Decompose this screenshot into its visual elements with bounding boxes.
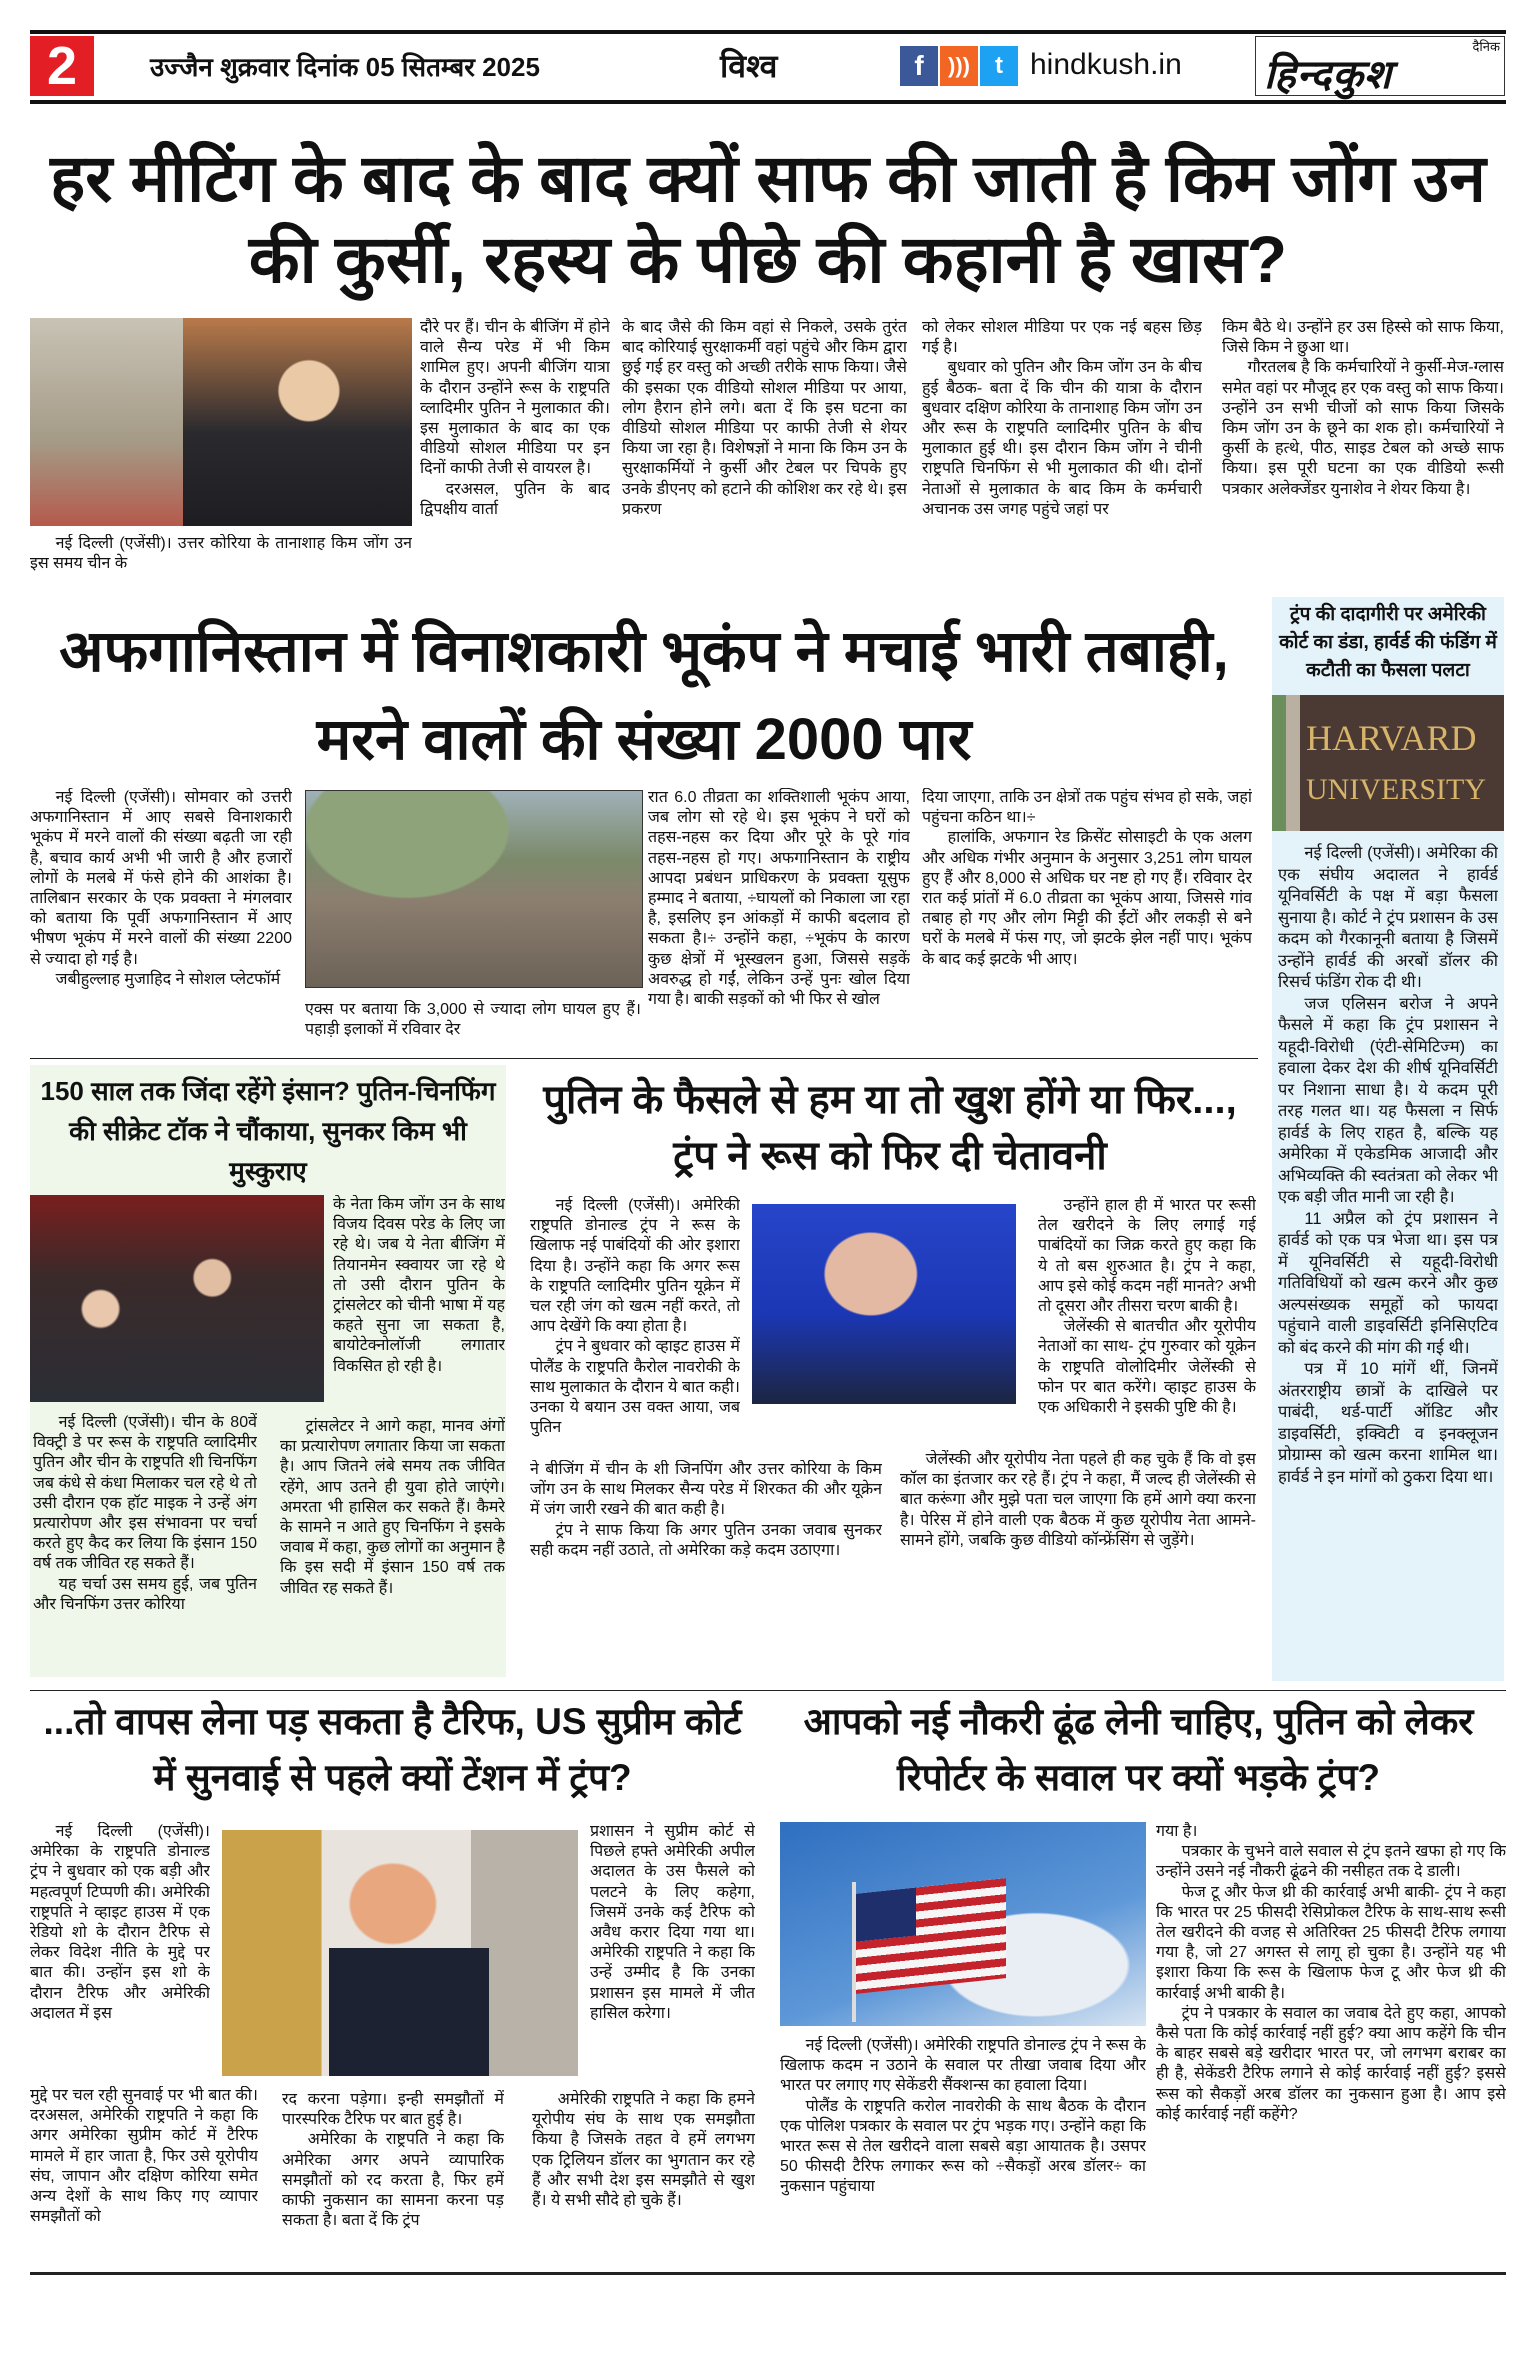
paragraph-continued: दिया जाएगा, ताकि उन क्षेत्रों तक पहुंच संभव हो सके, जहां पहुंचना कठिन था।÷ <box>922 789 1252 827</box>
tariff-col3 <box>590 1822 755 2084</box>
paragraph: उन्होंने हाल ही में भारत पर रूसी तेल खरीदने के लिए लगाई गई पाबंदियों का जिक्र करते हुए कहा कि ये तो बस शुरुआत है। ट्रंप ने कहा, आप इसे कोई कदम नहीं मानते? अभी तो दूसरा और तीसरा चरण बाकी है। <box>1038 1197 1256 1316</box>
paragraph: ट्रंप ने बुधवार को व्हाइट हाउस में पोलैंड के राष्ट्रपति कैरोल नावरोकी के साथ मुलाकात के दौरान ये बात कही। उनका ये बयान उस वक्त आया, जब पुतिन <box>530 1338 740 1437</box>
suit-shape <box>329 1948 489 2076</box>
story-150-side-col <box>333 1195 505 1415</box>
putin-col1-below <box>530 1460 882 1680</box>
paragraph-continued: रात 6.0 तीव्रता का शक्तिशाली भूकंप आया, जब लोग सो रहे थे। इस भूकंप ने घरों को तहस-नहस कर दिया और पूरे के पूरे गांव तहस-नहस हो गए। अफगानिस्तान के राष्ट्रीय आपदा प्रबंधन प्राधिकरण के प्रवक्ता यूसुफ हम्माद ने बताया, ÷घायलों को निकाला जा रहा है, इसलिए इन आंकड़ों में काफी बदलाव हो सकता है।÷ उन्होंने कहा, ÷भूकंप के कारण कुछ क्षेत्रों में भूस्खलन हुआ, जिससे सड़कें अवरुद्ध हो गईं, लेकिन उन्हें पुनः खोल दिया गया है। बाकी सड़कों को भी फिर से खोल <box>648 789 910 1009</box>
paragraph-continued: के बाद जैसे की किम वहां से निकले, उसके तुरंत बाद कोरियाई सुरक्षाकर्मी वहां पहुंचे और किम द्वारा छुई गई हर वस्तु को अच्छी तरीके साफ किया। जैसे की इसका एक वीडियो सोशल मीडिया पर आया, लोग हैरान होने लगे। बता दें कि इस घटना का वीडियो सोशल मीडिया पर काफी तेजी से शेयर किया जा रहा है। विशेषज्ञों ने माना कि किम उन के सुरक्षाकर्मियों ने कुर्सी और टेबल पर चिपके हुए उनके डीएनए को हटाने की कोशिश कर रहे थे। इस प्रकरण <box>622 319 907 518</box>
putin-col3-below <box>900 1450 1256 1680</box>
story-150-box <box>30 1065 506 1677</box>
paragraph: फेज टू और फेज थ्री की कार्रवाई अभी बाकी- ट्रंप ने कहा कि भारत पर 25 फीसदी रेसिप्रोकल टैरिफ के साथ-साथ रूसी तेल खरीदने की वजह से अतिरिक्त 25 फीसदी टैरिफ लगाया गया है, जो 27 अगस्त से लागू हो चुका है। उन्होंने यह भी इशारा किया कि रूस के खिलाफ फेज टू और फेज थ्री की कार्रवाई अभी बाकी है। <box>1156 1883 1506 2002</box>
paragraph: पत्रकार के चुभने वाले सवाल से ट्रंप इतने खफा हो गए कि उन्होंने उसने नई नौकरी ढूंढने की नसीहत तक दे डाली। <box>1156 1843 1506 1881</box>
flag-stripes <box>856 1878 1006 1994</box>
paragraph: नई दिल्ली (एजेंसी)। अमेरिका की एक संघीय अदालत ने हार्वर्ड यूनिवर्सिटी के पक्ष में बड़ा फैसला सुनाया है। कोर्ट ने ट्रंप प्रशासन के उस कदम को गैरकानूनी बताया है जिसमें उन्होंने हार्वर्ड की अरबों डॉलर की रिसर्च फंडिंग रोक दी थी। <box>1278 844 1498 991</box>
paragraph-continued: एक्स पर बताया कि 3,000 से ज्यादा लोग घायल हुए हैं। पहाड़ी इलाकों में रविवार देर <box>305 1001 641 1039</box>
section-label: विश्व <box>720 48 778 84</box>
afghan-col3 <box>648 788 910 1050</box>
harvard-body <box>1278 843 1498 1675</box>
story-150-content <box>30 1195 506 1677</box>
paragraph: जज एलिसन बरोज ने अपने फैसले में कहा कि ट्रंप प्रशासन ने यहूदी-विरोधी (एंटी-सेमिटिज्म) का हवाला देकर देश की शीर्ष यूनिवर्सिटी पर निशाना साधा है। ये कदम पूरी तरह गलत था। यह फैसला न सिर्फ हार्वर्ड के लिए राहत है, बल्कि यह अमेरिका में एकेडमिक आजादी और अभिव्यक्ति की स्वतंत्रता को लेकर भी एक बड़ी जीत मानी जा रही है। <box>1278 994 1498 1206</box>
tariff-col2 <box>282 2090 504 2266</box>
kim-col5 <box>1222 318 1504 580</box>
afghan-col4 <box>922 788 1252 1050</box>
job-col1 <box>780 2036 1146 2266</box>
twitter-icon[interactable]: t <box>980 46 1018 86</box>
paragraph-continued: मुद्दे पर चल रही सुनवाई पर भी बात की। दरअसल, अमेरिकी राष्ट्रपति ने कहा कि अगर अमेरिका सुप्रीम कोर्ट में टैरिफ मामले में हार जाता है, फिर उसे यूरोपीय संघ, जापान और दक्षिण कोरिया समेत अन्य देशों के साथ किए गए व्यापार समझौतों को <box>30 2087 258 2226</box>
paragraph: दरअसल, पुतिन के बाद द्विपक्षीय वार्ता <box>420 480 610 518</box>
kim-col1 <box>30 534 412 578</box>
headline-tariff: ...तो वापस लेना पड़ सकता है टैरिफ, US सुप्रीम कोर्ट में सुनवाई से पहले क्यों टेंशन में ट्रंप? <box>43 1701 742 1798</box>
paragraph-continued: को लेकर सोशल मीडिया पर एक नई बहस छिड़ गई है। <box>922 319 1202 357</box>
paragraph: जबीहुल्लाह मुजाहिद ने सोशल प्लेटफॉर्म <box>55 970 281 988</box>
kim-col4 <box>922 318 1202 580</box>
paragraph: जेलेंस्की से बातचीत और यूरोपीय नेताओं का साथ- ट्रंप गुरुवार को यूक्रेन के राष्ट्रपति वोलोदिमीर जेलेंस्की से फोन पर बात करेंगे। व्हाइट हाउस के एक अधिकारी ने इसकी पुष्टि की है। <box>1038 1318 1256 1417</box>
sign-line-1: HARVARD <box>1306 718 1477 758</box>
story-150-col2 <box>280 1417 505 1677</box>
newspaper-logo <box>1255 36 1505 96</box>
photo-putin <box>752 1204 1016 1404</box>
paragraph: अमेरिकी राष्ट्रपति ने कहा कि हमने यूरोपीय संघ के साथ एक समझौता किया है जिसके तहत वे हमें लगभग एक ट्रिलियन डॉलर का भुगतान कर रहे हैं और सभी देश इस समझौते से खुश हैं। ये सभी सौदे हो चुके हैं। <box>532 2091 755 2210</box>
headline-putin: पुतिन के फैसले से हम या तो खुश होंगे या फिर..., ट्रंप ने रूस को फिर दी चेतावनी <box>543 1078 1237 1178</box>
story-150-col1 <box>33 1413 257 1677</box>
paragraph: ट्रंप ने साफ किया कि अगर पुतिन उनका जवाब सुनकर सही कदम नहीं उठाते, तो अमेरिका कड़े कदम उठाएगा। <box>530 1521 882 1559</box>
photo-putin-xi-leaders <box>30 1195 324 1402</box>
kim-col3 <box>622 318 907 580</box>
paragraph: हालांकि, अफगान रेड क्रिसेंट सोसाइटी के एक अलग और अधिक गंभीर अनुमान के अनुसार 3,251 लोग घायल हुए हैं और 8,000 से अधिक घर नष्ट हो गए हैं। रविवार देर रात कई प्रांतों में 6.0 तीव्रता का भूकंप आया, जिससे गांव तबाह हो गए और लोग मिट्टी की ईंटों और लकड़ी से बने घरों के मलबे में फंस गए, जो झटके झेल नहीं पाए। भूकंप के बाद कई झटके भी आए। <box>922 829 1252 968</box>
photo-kim-jong-un <box>30 318 412 526</box>
photo-earthquake-rubble <box>305 790 643 988</box>
paragraph: पोलैंड के राष्ट्रपति करोल नावरोकी के साथ बैठक के दौरान एक पोलिश पत्रकार के सवाल पर ट्रंप भड़क गए। उन्होंने कहा कि भारत रूस से तेल खरीदने वाला सबसे बड़ा आयातक है। उसपर 50 फीसदी टैरिफ लगाकर रूस को ÷सैकड़ों अरब डॉलर÷ का नुकसान पहुंचाया <box>780 2097 1146 2196</box>
facebook-icon[interactable]: f <box>900 46 938 86</box>
divider <box>30 1690 1506 1691</box>
tariff-col1 <box>30 1822 210 2084</box>
headline-afghan: अफगानिस्तान में विनाशकारी भूकंप ने मचाई भारी तबाही, मरने वालों की संख्या 2000 पार <box>59 619 1229 772</box>
website-link[interactable]: hindkush.in <box>1030 48 1182 81</box>
paragraph-continued: गया है। <box>1156 1823 1198 1840</box>
putin-col1 <box>530 1196 740 1458</box>
photo-left-half <box>30 318 183 526</box>
afghan-col1 <box>30 788 292 1050</box>
paragraph: जेलेंस्की और यूरोपीय नेता पहले ही कह चुके हैं कि वो इस कॉल का इंतजार कर रहे हैं। ट्रंप ने कहा, मैं जल्द ही जेलेंस्की से बात करूंगा और मुझे पता चल जाएगा कि हमें आगे क्या करना है। पेरिस में होने वाली एक बैठक में कुछ यूरोपीय नेता आमने-सामने होंगे, जबकि कुछ वीडियो कॉन्फ्रेंसिंग से जुड़ेंगे। <box>900 1451 1256 1549</box>
paragraph-continued: रद करना पड़ेगा। इन्ही समझौतों में पारस्परिक टैरिफ पर बात हुई है। <box>282 2091 504 2129</box>
paragraph: 11 अप्रैल को ट्रंप प्रशासन ने हार्वर्ड को एक पत्र भेजा था। इस पत्र में यूनिवर्सिटी से यहूदी-विरोधी गतिविधियों को खत्म करने और कुछ अल्पसंख्यक समूहों को फायदा पहुंचाने वाली डाइवर्सिटी इनिसिएटिव को बंद करने की मांग की गई थी। <box>1278 1209 1498 1357</box>
logo-main-text: हिन्दकुश <box>1264 53 1393 97</box>
paragraph-continued: ने बीजिंग में चीन के शी जिनपिंग और उत्तर कोरिया के किम जोंग उन के साथ मिलकर सैन्य परेड में शिरकत की और यूक्रेन में जंग जारी रखने की बात कही है। <box>530 1461 882 1519</box>
photo-us-flag <box>780 1822 1146 2026</box>
paragraph: अमेरिका के राष्ट्रपति ने कहा कि अमेरिका अगर अपने व्यापारिक समझौतों को रद करता है, फिर हमें काफी नुकसान का सामना करना पड़ सकता है। बता दें कि ट्रंप <box>282 2131 504 2230</box>
photo-harvard-sign <box>1272 695 1504 831</box>
paragraph: नई दिल्ली (एजेंसी)। उत्तर कोरिया के तानाशाह किम जोंग उन इस समय चीन के <box>30 535 412 573</box>
job-col2 <box>1156 1822 1506 2266</box>
paragraph: नई दिल्ली (एजेंसी)। चीन के 80वें विक्ट्री डे पर रूस के राष्ट्रपति व्लादिमीर पुतिन और चीन के राष्ट्रपति शी चिनफिंग जब कंधे से कंधा मिलाकर चल रहे थे तो उसी दौरान एक हॉट माइक ने उन्हें अंग प्रत्यारोपण और इस संभावना पर चर्चा करते हुए कैद कर लिया कि इंसान 150 वर्ष तक जीवित रह सकते हैं। <box>33 1414 257 1573</box>
paragraph: यह चर्चा उस समय हुई, जब पुतिन और चिनफिंग उत्तर कोरिया <box>33 1575 257 1613</box>
kim-col2 <box>420 318 610 580</box>
paragraph-continued: किम बैठे थे। उन्होंने हर उस हिस्से को साफ किया, जिसे किम ने छुआ था। <box>1222 319 1504 357</box>
headline-kim: हर मीटिंग के बाद के बाद क्यों साफ की जाती है किम जोंग उन की कुर्सी, रहस्य के पीछे की कहानी है खास? <box>50 141 1486 296</box>
afghan-col2 <box>305 1000 641 1046</box>
logo-small-text: दैनिक <box>1472 39 1500 54</box>
sign-line-2: UNIVERSITY <box>1306 773 1486 806</box>
putin-col3 <box>1038 1196 1256 1446</box>
paragraph: ट्रांसलेटर ने आगे कहा, मानव अंगों का प्रत्यारोपण लगातार किया जा सकता है। आप जितने लंबे समय तक जीवित रहेंगे, आप उतने ही युवा होते जाएंगे। अमरता भी हासिल कर सकते हैं। कैमरे के सामने न आते हुए चिनफिंग ने इसके जवाब में कहा, कुछ लोगों का अनुमान है कि इस सदी में इंसान 150 वर्ष तक जीवित रह सकते हैं। <box>280 1418 505 1597</box>
paragraph: नई दिल्ली (एजेंसी)। अमेरिकी राष्ट्रपति डोनाल्ड ट्रंप ने रूस के खिलाफ नई पाबंदियों की ओर इशारा दिया है। उन्होंने कहा कि अगर रूस के राष्ट्रपति व्लादिमीर पुतिन यूक्रेन में चल रही जंग को खत्म नहीं करते, तो आप देखेंगे कि क्या होता है। <box>530 1197 740 1336</box>
page-number: 2 <box>30 36 94 96</box>
dateline: उज्जैन शुक्रवार दिनांक 05 सितम्बर 2025 <box>150 52 540 82</box>
paragraph: नई दिल्ली (एजेंसी)। सोमवार को उत्तरी अफगानिस्तान में आए सबसे विनाशकारी भूकंप में मरने वालों की संख्या बढ़ती जा रही है, बचाव कार्य अभी भी जारी है और हजारों लोगों के मलबे में फंसे होने की आशंका है। तालिबान सरकार के एक प्रवक्ता ने मंगलवार को बताया कि पूर्वी अफगानिस्तान में आए भीषण भूकंप में मरने वालों की संख्या 2200 से ज्यादा हो गई है। <box>30 789 292 968</box>
photo-trump <box>222 1830 578 2076</box>
photo-right-half <box>183 318 412 526</box>
headline-harvard: ट्रंप की दादागीरी पर अमेरिकी कोर्ट का डंडा, हार्वर्ड की फंडिंग में कटौती का फैसला पलटा <box>1279 604 1497 681</box>
headline-job: आपको नई नौकरी ढूंढ लेनी चाहिए, पुतिन को लेकर रिपोर्टर के सवाल पर क्यों भड़के ट्रंप? <box>803 1701 1474 1798</box>
paragraph: ट्रंप ने पत्रकार के सवाल का जवाब देते हुए कहा, आपको कैसे पता कि कोई कार्रवाई नहीं हुई? क्या आप कहेंगे कि चीन के बाहर सबसे बड़े खरीदार भारत पर, जो लगभग बराबर का ही है, सेकेंडरी टैरिफ लगाने से कोई कार्रवाई नहीं हुई? इससे रूस को सैकड़ों अरब डॉलर का नुकसान हुआ है। आप इसे कोई कार्रवाई नहीं कहेंगे? <box>1156 2004 1506 2123</box>
flag-canton <box>856 1888 916 1942</box>
paragraph-continued: प्रशासन ने सुप्रीम कोर्ट से पिछले हफ्ते अमेरिकी अपील अदालत के उस फैसले को पलटने के लिए कहेगा, जिसमें उनके कई टैरिफ को अवैध करार दिया गया था। अमेरिकी राष्ट्रपति ने कहा कि उन्हें उम्मीद है कि उनका प्रशासन इस मामले में जीत हासिल करेगा। <box>590 1823 755 2022</box>
rss-icon[interactable]: ))) <box>940 46 978 86</box>
paragraph: नई दिल्ली (एजेंसी)। अमेरिका के राष्ट्रपति डोनाल्ड ट्रंप ने बुधवार को एक बड़ी और महत्वपूर्ण टिप्पणी की। अमेरिकी राष्ट्रपति ने व्हाइट हाउस में एक रेडियो शो के दौरान टैरिफ से लेकर विदेश नीति के मुद्दे पर बात की। उन्होंन इस शो के दौरान टैरिफ और अमेरिकी अदालत में इस <box>30 1823 210 2022</box>
headline-150: 150 साल तक जिंदा रहेंगे इंसान? पुतिन-चिनफिंग की सीक्रेट टॉक ने चौंकाया, सुनकर किम भी मुस्कुराए <box>40 1076 496 1186</box>
paragraph: गौरतलब है कि कर्मचारियों ने कुर्सी-मेज-ग्लास समेत वहां पर मौजूद हर एक वस्तु को साफ किया। उन्होंने उन सभी चीजों को साफ किया जिसके किम जोंग उन के छूने का शक हो। कर्मचारियों ने कुर्सी के हत्थे, पीठ, साइड टेबल को अच्छे साफ किया। इस पूरी घटना का एक वीडियो रूसी पत्रकार अलेक्जेंडर युनाशेव ने शेयर किया है। <box>1222 359 1504 498</box>
tariff-col3-below <box>532 2090 755 2266</box>
masthead-bar <box>30 30 1506 104</box>
paragraph-continued: के नेता किम जोंग उन के साथ विजय दिवस परेड के लिए जा रहे थे। जब ये नेता बीजिंग में तियानमेन स्क्वायर जा रहे थे तो उसी दौरान पुतिन के ट्रांसलेटर को चीनी भाषा में यह कहते सुना जा सकता है, बायोटेक्नोलॉजी लगातार विकसित हो रही है। <box>333 1196 505 1375</box>
tariff-col1-below <box>30 2086 258 2266</box>
divider <box>30 1058 1258 1059</box>
paragraph: बुधवार को पुतिन और किम जोंग उन के बीच हुई बैठक- बता दें कि चीन की यात्रा के दौरान बुधवार दक्षिण कोरिया के तानाशाह किम जोंग उन और रूस के राष्ट्रपति व्लादिमीर पुतिन के बीच मुलाकात हुई थी। इस दौरान किम जोंग ने चीनी राष्ट्रपति चिनफिंग से भी मुलाकात की थी। दोनों नेताओं से मुलाकात के बाद किम के कर्मचारी अचानक उस जगह पहुंचे जहां पर <box>922 359 1202 518</box>
paragraph-continued: दौरे पर हैं। चीन के बीजिंग में होने वाले सैन्य परेड में भी किम शामिल हुए। अपनी बीजिंग यात्रा के दौरान उन्होंने रूस के राष्ट्रपति व्लादिमीर पुतिन ने मुलाकात की। इस मुलाकात के बाद का एक वीडियो सोशल मीडिया पर इन दिनों काफी तेजी से वायरल है। <box>420 319 610 478</box>
harvard-sidebar <box>1272 597 1504 1681</box>
paragraph: नई दिल्ली (एजेंसी)। अमेरिकी राष्ट्रपति डोनाल्ड ट्रंप ने रूस के खिलाफ कदम न उठाने के सवाल पर तीखा जवाब दिया और भारत पर लगाए गए सेकेंडरी सैंक्शन्स का हवाला दिया। <box>780 2037 1146 2095</box>
social-icons <box>900 46 1018 86</box>
paragraph: पत्र में 10 मांगें थीं, जिनमें अंतरराष्ट्रीय छात्रों के दाखिले पर पाबंदी, थर्ड-पार्टी ऑडिट और डाइवर्सिटी, इक्विटी व इनक्लूजन प्रोग्राम्स को खत्म करना शामिल था। हार्वर्ड ने इन मांगों को ठुकरा दिया था। <box>1278 1360 1498 1486</box>
bottom-rule <box>30 2272 1506 2275</box>
